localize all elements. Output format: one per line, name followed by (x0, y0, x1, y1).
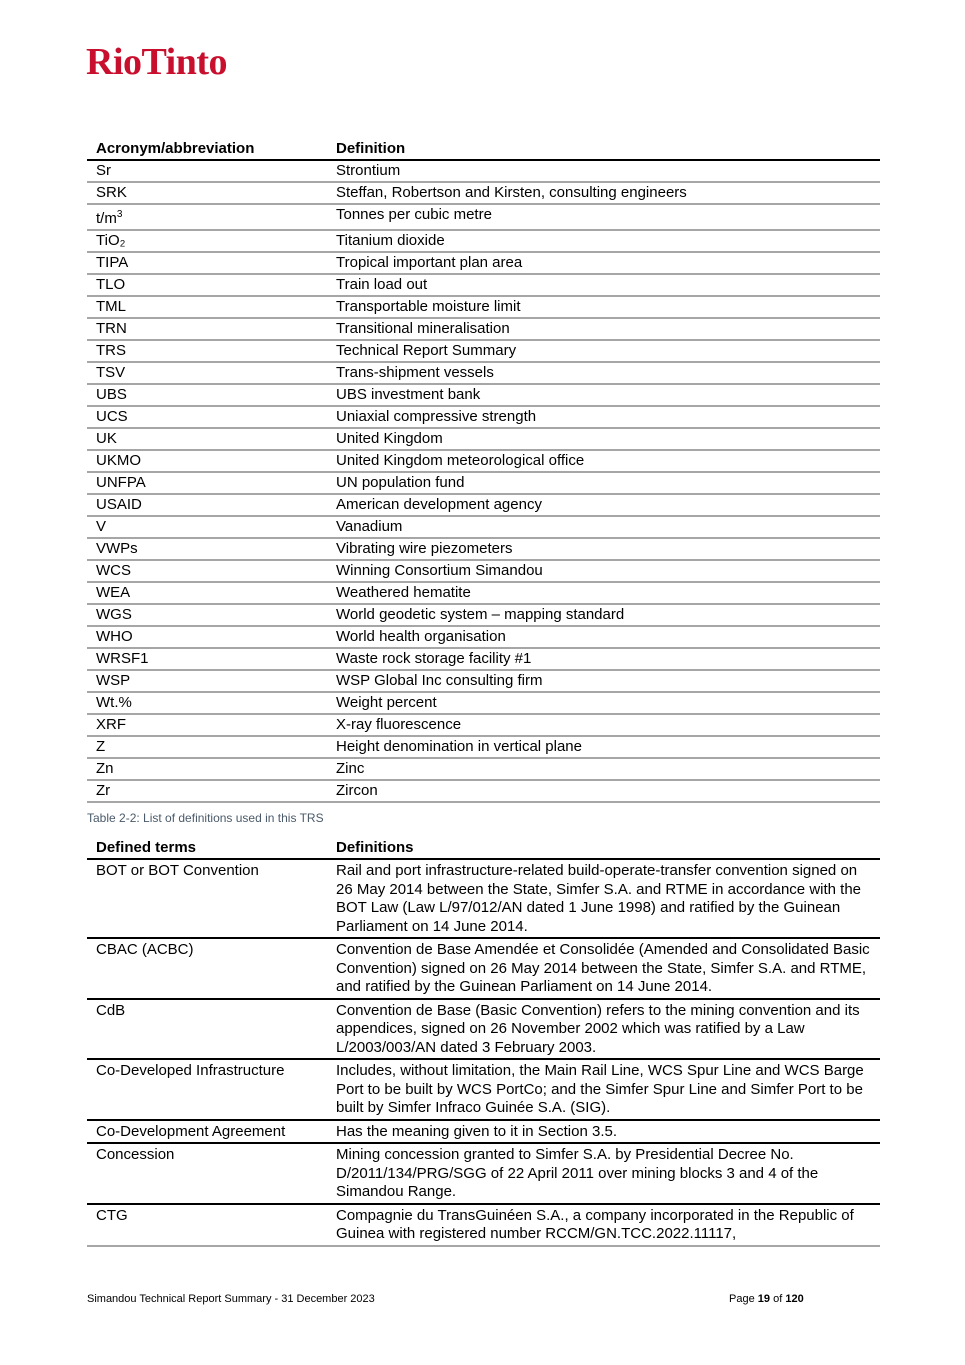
definition-cell: Waste rock storage facility #1 (327, 648, 880, 670)
table-row (87, 1204, 880, 1246)
defined-term-cell: CTG (87, 1204, 327, 1246)
definition-cell: Weathered hematite (327, 582, 880, 604)
table-row (87, 516, 880, 538)
acronym-cell: WHO (87, 626, 327, 648)
acronym-cell: SRK (87, 182, 327, 204)
column-header-acronym: Acronym/abbreviation (87, 139, 327, 160)
definition-cell: Zinc (327, 758, 880, 780)
definition-cell: United Kingdom (327, 428, 880, 450)
definition-cell: World geodetic system – mapping standard (327, 604, 880, 626)
defined-term-cell: CdB (87, 999, 327, 1060)
definition-cell: Trans-shipment vessels (327, 362, 880, 384)
definition-cell: Tonnes per cubic metre (327, 204, 880, 230)
definition-cell: Height denomination in vertical plane (327, 736, 880, 758)
definition-cell: WSP Global Inc consulting firm (327, 670, 880, 692)
definition-cell: Vibrating wire piezometers (327, 538, 880, 560)
table-row (87, 692, 880, 714)
acronym-cell: Zr (87, 780, 327, 802)
table-caption: Table 2-2: List of definitions used in this TRS (87, 811, 324, 825)
definition-cell: UN population fund (327, 472, 880, 494)
table-row (87, 648, 880, 670)
table-row (87, 1059, 880, 1120)
rio-tinto-logo: RioTinto (86, 41, 228, 83)
acronym-cell: UK (87, 428, 327, 450)
definition-cell: Zircon (327, 780, 880, 802)
definition-cell: Vanadium (327, 516, 880, 538)
definition-cell: Titanium dioxide (327, 230, 880, 252)
page-num: 19 (757, 1293, 771, 1305)
table-row (87, 1120, 880, 1144)
acronym-table (87, 139, 880, 803)
acronym-cell: Sr (87, 160, 327, 182)
table-row (87, 560, 880, 582)
definition-cell: Train load out (327, 274, 880, 296)
acronym-cell: XRF (87, 714, 327, 736)
acronym-cell: WGS (87, 604, 327, 626)
acronym-cell: UKMO (87, 450, 327, 472)
defined-term-cell: Co-Developed Infrastructure (87, 1059, 327, 1120)
definition-cell: UBS investment bank (327, 384, 880, 406)
table-row (87, 582, 880, 604)
table-row (87, 340, 880, 362)
table-row (87, 714, 880, 736)
acronym-cell: TIPA (87, 252, 327, 274)
table-row (87, 204, 880, 230)
table-row (87, 274, 880, 296)
acronym-cell: UBS (87, 384, 327, 406)
definition-text-cell: Includes, without limitation, the Main Rail Line, WCS Spur Line and WCS Barge Port to be built by WCS PortCo; and the Simfer Spur Line and Simfer Port to be built by Simfer Infraco Guinée S.A. (SIG). (327, 1059, 880, 1120)
definition-cell: Tropical important plan area (327, 252, 880, 274)
table-row (87, 428, 880, 450)
acronym-cell: TML (87, 296, 327, 318)
acronym-cell: WEA (87, 582, 327, 604)
defined-term-cell: CBAC (ACBC) (87, 938, 327, 999)
table-row (87, 736, 880, 758)
footer-page-number (729, 1293, 804, 1305)
table-row (87, 406, 880, 428)
table-row (87, 472, 880, 494)
acronym-cell: UNFPA (87, 472, 327, 494)
acronym-cell: WRSF1 (87, 648, 327, 670)
table-row (87, 758, 880, 780)
definition-text-cell: Compagnie du TransGuinéen S.A., a company incorporated in the Republic of Guinea with registered number RCCM/GN.TCC.2022.11117, (327, 1204, 880, 1246)
acronym-cell: TRN (87, 318, 327, 340)
acronym-cell: TLO (87, 274, 327, 296)
table-row (87, 230, 880, 252)
definition-cell: X-ray fluorescence (327, 714, 880, 736)
definition-cell: United Kingdom meteorological office (327, 450, 880, 472)
definition-cell: World health organisation (327, 626, 880, 648)
definition-cell: Weight percent (327, 692, 880, 714)
table-row (87, 626, 880, 648)
acronym-cell: Zn (87, 758, 327, 780)
definition-text-cell: Convention de Base Amendée et Consolidée (Amended and Consolidated Basic Convention) signed on 26 May 2014 between the State, Simfer S.A. and RTME, and ratified by the Guinean Parliament on 14 June 2014. (327, 938, 880, 999)
table-row (87, 296, 880, 318)
table-row (87, 670, 880, 692)
acronym-cell: V (87, 516, 327, 538)
acronym-cell: TiO₂ (87, 230, 327, 252)
page-label: Page (729, 1293, 755, 1305)
definition-text-cell: Rail and port infrastructure-related build-operate-transfer convention signed on 26 May 2014 between the State, Simfer S.A. and RTME in accordance with the BOT Law (Law L/97/012/AN dated 1 June 1998) and ratified by the Guinean Parliament on 14 June 2014. (327, 859, 880, 938)
defined-term-cell: Concession (87, 1143, 327, 1204)
definition-cell: Steffan, Robertson and Kirsten, consulting engineers (327, 182, 880, 204)
defined-term-cell: Co-Development Agreement (87, 1120, 327, 1144)
table-row (87, 362, 880, 384)
acronym-cell: $t/m^3$ (87, 204, 327, 230)
table-row (87, 318, 880, 340)
definition-cell: Uniaxial compressive strength (327, 406, 880, 428)
definition-cell: Transportable moisture limit (327, 296, 880, 318)
table-row (87, 1143, 880, 1204)
table-row (87, 384, 880, 406)
definition-text-cell: Convention de Base (Basic Convention) refers to the mining convention and its appendices, signed on 26 November 2002 which was ratified by a Law L/2003/003/AN dated 3 February 2003. (327, 999, 880, 1060)
definition-cell: Technical Report Summary (327, 340, 880, 362)
acronym-cell: UCS (87, 406, 327, 428)
column-header-defined-terms: Defined terms (87, 836, 327, 859)
table-row (87, 494, 880, 516)
table-row (87, 780, 880, 802)
acronym-cell: TRS (87, 340, 327, 362)
definition-text-cell: Has the meaning given to it in Section 3.5. (327, 1120, 880, 1144)
of-label: of (773, 1293, 783, 1305)
acronym-cell: WCS (87, 560, 327, 582)
table-header-row (87, 139, 880, 160)
table-row (87, 252, 880, 274)
table-row (87, 160, 880, 182)
acronym-cell: VWPs (87, 538, 327, 560)
column-header-definitions: Definitions (327, 836, 880, 859)
table-header-row (87, 836, 880, 859)
footer-title: Simandou Technical Report Summary - 31 December 2023 (87, 1293, 375, 1305)
table-row (87, 859, 880, 938)
table-row (87, 182, 880, 204)
acronym-cell: USAID (87, 494, 327, 516)
page-total: 120 (785, 1293, 804, 1305)
defined-term-cell: BOT or BOT Convention (87, 859, 327, 938)
definition-text-cell: Mining concession granted to Simfer S.A. by Presidential Decree No. D/2011/134/PRG/SGG of 22 April 2011 over mining blocks 3 and 4 of the Simandou Range. (327, 1143, 880, 1204)
table-row (87, 938, 880, 999)
table-row (87, 999, 880, 1060)
table-row (87, 604, 880, 626)
definition-cell: Strontium (327, 160, 880, 182)
definitions-table (87, 836, 880, 1247)
definition-cell: Transitional mineralisation (327, 318, 880, 340)
acronym-cell: WSP (87, 670, 327, 692)
table-row (87, 538, 880, 560)
acronym-cell: Z (87, 736, 327, 758)
column-header-definition: Definition (327, 139, 880, 160)
definition-cell: American development agency (327, 494, 880, 516)
acronym-cell: TSV (87, 362, 327, 384)
acronym-cell: Wt.% (87, 692, 327, 714)
definition-cell: Winning Consortium Simandou (327, 560, 880, 582)
table-row (87, 450, 880, 472)
